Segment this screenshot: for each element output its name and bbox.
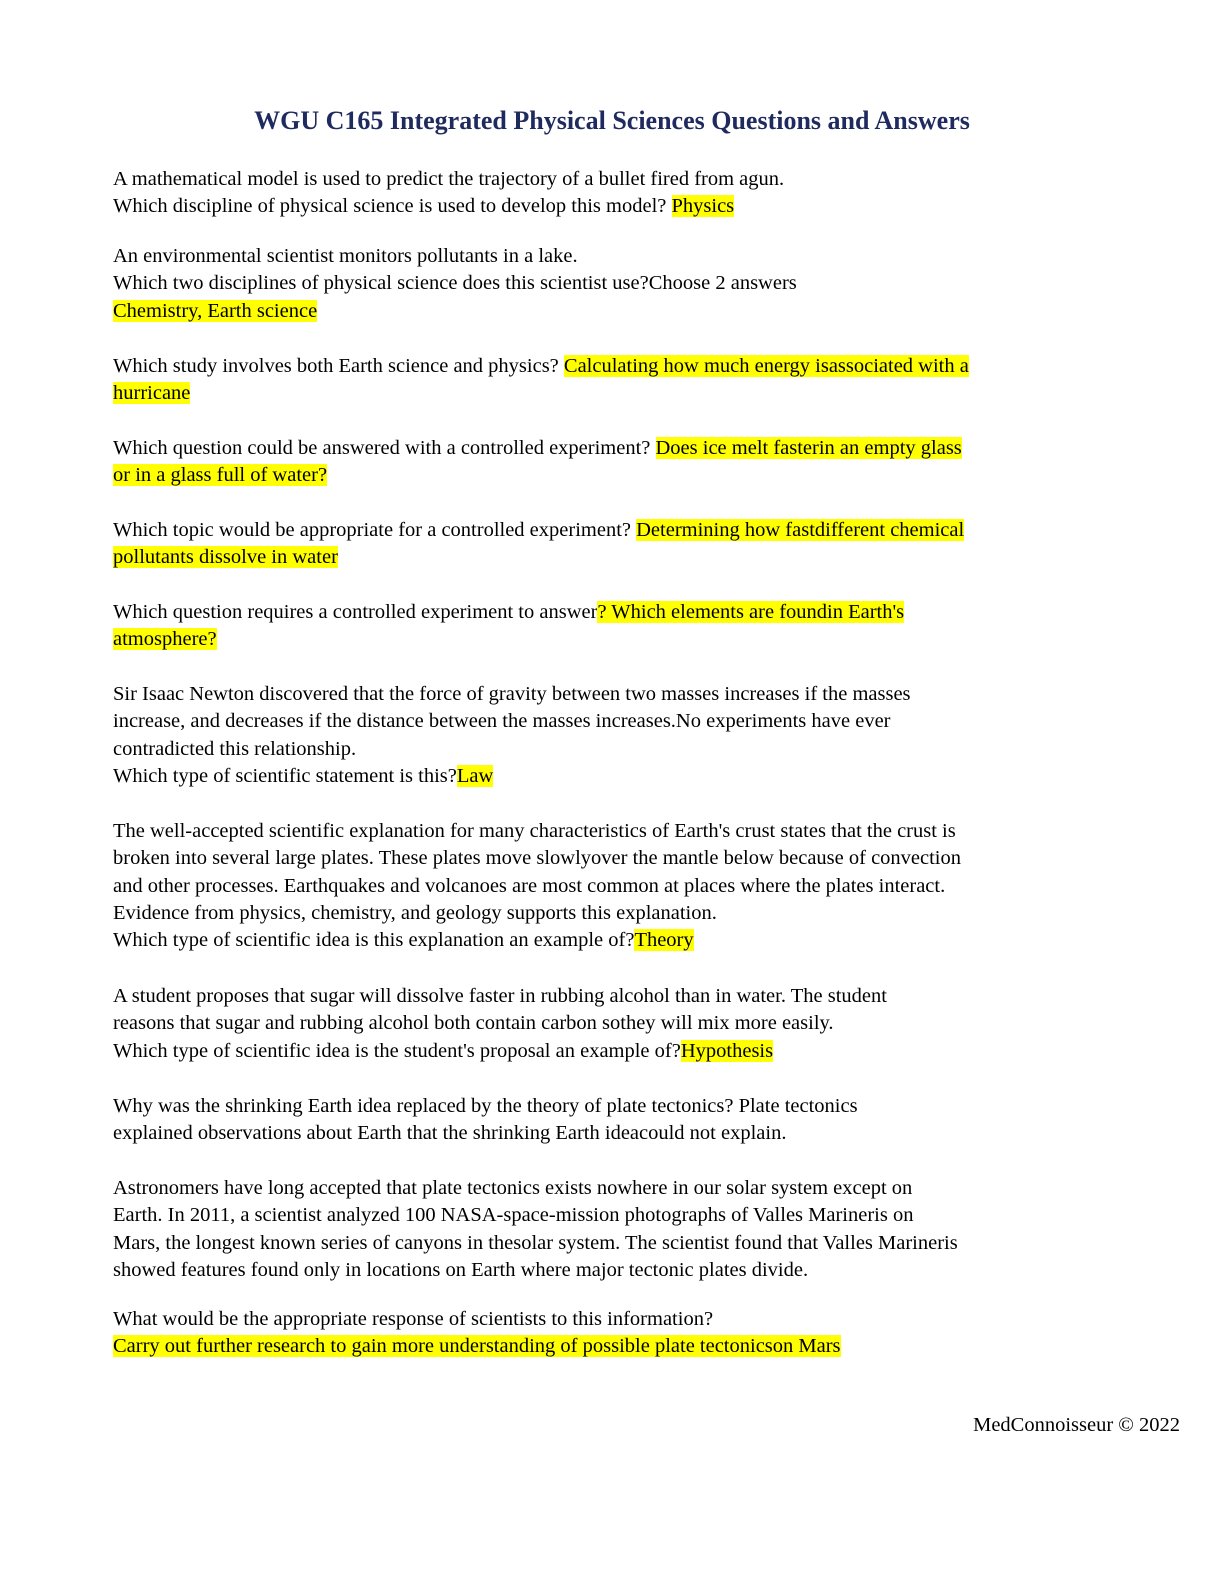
question-text: Why was the shrinking Earth idea replaced by the theory of plate tectonics? Plate tectonics	[113, 1095, 858, 1117]
qa-line	[113, 708, 1113, 735]
question-text: broken into several large plates. These plates move slowlyover the mantle below because of convection	[113, 847, 962, 870]
qa-line	[113, 1230, 1113, 1257]
qa-line	[113, 353, 1113, 380]
qa-item	[113, 599, 1113, 654]
qa-line	[113, 1038, 1113, 1065]
answer-highlight: pollutants dissolve in water	[113, 546, 338, 569]
question-text: An environmental scientist monitors pollutants in a lake.	[113, 245, 578, 267]
qa-item	[113, 353, 1113, 408]
qa-line	[113, 1010, 1113, 1037]
qa-line	[113, 270, 1113, 297]
qa-item	[113, 1175, 1113, 1284]
question-text: What would be the appropriate response of scientists to this information?	[113, 1308, 714, 1330]
question-text: Mars, the longest known series of canyons in thesolar system. The scientist found that Valles Marineris	[113, 1231, 958, 1254]
qa-item	[113, 983, 1113, 1065]
question-text: Which type of scientific idea is the student's proposal an example of?	[113, 1039, 681, 1062]
answer-highlight: Hypothesis	[680, 1039, 774, 1062]
qa-line	[113, 599, 1113, 626]
question-text: contradicted this relationship.	[113, 737, 357, 760]
answer-highlight: hurricane	[113, 382, 191, 405]
qa-item	[113, 1093, 1113, 1148]
answer-highlight: or in a glass full of water?	[113, 464, 328, 487]
qa-line	[113, 818, 1113, 845]
question-text: and other processes. Earthquakes and volcanoes are most common at places where the plates interact.	[113, 874, 946, 897]
question-text: Which discipline of physical science is used to develop this model?	[113, 195, 672, 218]
qa-line	[113, 845, 1113, 872]
qa-line	[113, 380, 1113, 407]
question-text: Astronomers have long accepted that plate tectonics exists nowhere in our solar system except on	[113, 1177, 913, 1199]
question-text: increase, and decreases if the distance between the masses increases.No experiments have ever	[113, 710, 891, 733]
answer-highlight: Chemistry, Earth science	[113, 299, 318, 322]
answer-highlight: Physics	[671, 195, 735, 218]
qa-line	[113, 873, 1113, 900]
question-text: reasons that sugar and rubbing alcohol both contain carbon sothey will mix more easily.	[113, 1012, 834, 1035]
qa-line	[113, 1257, 1113, 1284]
qa-line	[113, 1202, 1113, 1229]
qa-line	[113, 1120, 1113, 1147]
qa-item	[113, 1306, 1113, 1361]
question-text: Sir Isaac Newton discovered that the force of gravity between two masses increases if the masses	[113, 683, 911, 705]
qa-item	[113, 166, 1113, 221]
qa-item	[113, 517, 1113, 572]
answer-highlight: atmosphere?	[113, 628, 217, 651]
qa-line	[113, 927, 1113, 954]
question-text: Which question requires a controlled experiment to answer	[113, 601, 598, 623]
qa-line	[113, 1306, 1113, 1333]
question-text: Which question could be answered with a controlled experiment?	[113, 437, 656, 459]
question-text: The well-accepted scientific explanation for many characteristics of Earth's crust states that the crust is	[113, 820, 956, 842]
qa-line	[113, 243, 1113, 270]
answer-highlight: Calculating how much energy isassociated with a	[563, 355, 969, 377]
answer-highlight: Theory	[634, 929, 694, 952]
qa-line	[113, 1175, 1113, 1202]
footer-copyright: MedConnoisseur © 2022	[973, 1414, 1180, 1436]
qa-line	[113, 736, 1113, 763]
qa-line	[113, 626, 1113, 653]
qa-line	[113, 1093, 1113, 1120]
question-text: showed features found only in locations on Earth where major tectonic plates divide.	[113, 1258, 809, 1281]
qa-line	[113, 298, 1113, 325]
question-text: Which type of scientific statement is this?	[113, 764, 457, 787]
question-text: Which study involves both Earth science and physics?	[113, 355, 564, 377]
answer-highlight: Law	[456, 764, 494, 787]
question-text: A student proposes that sugar will dissolve faster in rubbing alcohol than in water. The student	[113, 985, 887, 1007]
question-text: Earth. In 2011, a scientist analyzed 100 NASA-space-mission photographs of Valles Marineris on	[113, 1204, 914, 1227]
qa-line	[113, 193, 1113, 220]
qa-line	[113, 517, 1113, 544]
answer-highlight: Determining how fastdifferent chemical	[636, 519, 965, 541]
question-text: Which two disciplines of physical science does this scientist use?Choose 2 answers	[113, 272, 797, 295]
answer-highlight: Does ice melt fasterin an empty glass	[655, 437, 962, 459]
answer-highlight: Carry out further research to gain more understanding of possible plate tectonicson Mars	[113, 1335, 841, 1358]
question-text: Which topic would be appropriate for a controlled experiment?	[113, 519, 637, 541]
question-text: explained observations about Earth that the shrinking Earth ideacould not explain.	[113, 1122, 787, 1145]
qa-line	[113, 435, 1113, 462]
qa-item	[113, 681, 1113, 790]
answer-highlight: ? Which elements are foundin Earth's	[597, 601, 905, 623]
question-text: Which type of scientific idea is this explanation an example of?	[113, 929, 635, 952]
qa-item	[113, 818, 1113, 954]
qa-line	[113, 681, 1113, 708]
question-text: Evidence from physics, chemistry, and geology supports this explanation.	[113, 901, 717, 924]
qa-line	[113, 900, 1113, 927]
qa-item	[113, 243, 1113, 325]
qa-line	[113, 462, 1113, 489]
qa-line	[113, 763, 1113, 790]
qa-line	[113, 1333, 1113, 1360]
qa-item	[113, 435, 1113, 490]
qa-line	[113, 544, 1113, 571]
question-text: A mathematical model is used to predict the trajectory of a bullet fired from agun.	[113, 168, 785, 190]
qa-line	[113, 166, 1113, 193]
qa-line	[113, 983, 1113, 1010]
page-title: WGU C165 Integrated Physical Sciences Questions and Answers	[254, 106, 970, 135]
